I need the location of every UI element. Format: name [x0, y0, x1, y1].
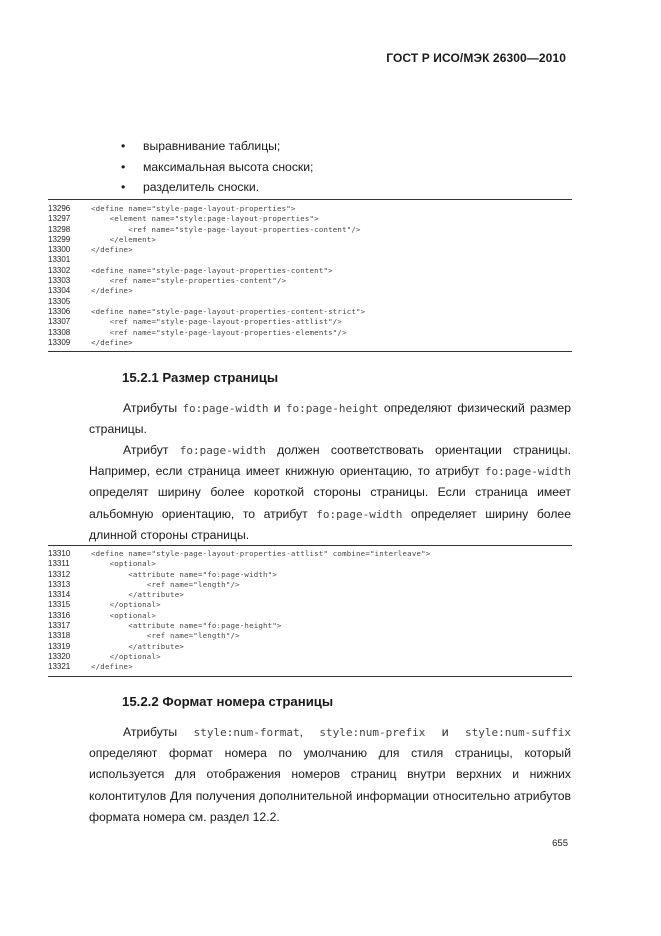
code-line	[48, 328, 572, 338]
code-line	[48, 255, 572, 265]
code-line	[48, 245, 572, 255]
section-heading: 15.2.1 Размер страницы	[122, 370, 279, 385]
line-number: 13316	[48, 610, 71, 620]
code-text: <define name="style-page-layout-properties-content-strict">	[91, 306, 366, 316]
code-term: fo:page-height	[285, 402, 379, 415]
bullet-text: разделитель сноски.	[143, 180, 260, 194]
code-line	[48, 214, 572, 224]
code-block	[48, 545, 572, 677]
code-line	[48, 204, 572, 214]
code-line	[48, 559, 572, 569]
line-number: 13319	[48, 641, 71, 651]
bullet-text: максимальная высота сноски;	[143, 159, 314, 174]
code-term: fo:page-width	[484, 465, 571, 479]
page-number: 655	[552, 838, 568, 849]
code-text: <ref name="style-page-layout-properties-content"/>	[91, 224, 361, 234]
code-text: <optional>	[91, 610, 157, 620]
code-text: <attribute name="fo:page-height">	[91, 621, 282, 631]
paragraph	[89, 398, 571, 440]
code-text: </attribute>	[91, 641, 184, 651]
code-text: <element name="style:page-layout-properties">	[91, 214, 319, 224]
line-number: 13321	[48, 662, 71, 672]
code-text: </define>	[91, 286, 133, 296]
code-line	[48, 317, 572, 327]
text-run: Атрибуты	[123, 401, 183, 415]
bullet-item: • выравнивание таблицы;	[121, 139, 281, 153]
code-line	[48, 600, 572, 610]
section-heading: 15.2.2 Формат номера страницы	[122, 694, 334, 709]
text-run: определяют физический размер страницы.	[89, 401, 571, 437]
code-text: </element>	[91, 234, 157, 244]
code-term: style:num-format	[193, 726, 300, 739]
code-term: style:num-prefix	[319, 726, 426, 739]
line-number: 13310	[48, 549, 71, 558]
code-text: <define name="style-page-layout-properties-content">	[91, 265, 333, 275]
text-run: Атрибуты	[123, 725, 194, 739]
text-run: определяет ширину более длинной стороны страницы.	[89, 506, 571, 542]
code-line	[48, 662, 572, 672]
code-text: <optional>	[91, 559, 157, 569]
code-line	[48, 235, 572, 245]
code-line	[48, 338, 572, 348]
code-line	[48, 307, 572, 317]
code-line	[48, 652, 572, 662]
line-number: 13304	[48, 286, 71, 296]
line-number: 13297	[48, 214, 71, 224]
line-number: 13298	[48, 224, 71, 234]
code-term: fo:page-width	[179, 444, 266, 457]
code-line	[48, 570, 572, 580]
text-run: определяют формат номера по умолчанию для стиля страницы, который используется для отображения номеров страниц внутри верхних и нижних колонтитулов Для получения дополнительной информации относительно атрибутов формата номера см. раздел 12.2.	[89, 746, 571, 824]
code-line	[48, 621, 572, 631]
code-line	[48, 549, 572, 559]
line-number: 13305	[48, 296, 71, 306]
code-line	[48, 266, 572, 276]
line-number: 13317	[48, 621, 71, 631]
bullet-list	[118, 138, 313, 200]
code-line	[48, 225, 572, 235]
code-text: <ref name="style-properties-content"/>	[91, 276, 287, 286]
line-number: 13299	[48, 234, 71, 244]
code-text: <ref name="style-page-layout-properties-attlist"/>	[91, 317, 343, 327]
line-number: 13312	[48, 569, 71, 579]
code-text: <define name="style-page-layout-properties-attlist" combine="interleave">	[91, 549, 431, 558]
line-number: 13320	[48, 651, 71, 661]
paragraph	[89, 722, 571, 828]
bullet-text: выравнивание таблицы;	[143, 139, 281, 153]
code-line	[48, 286, 572, 296]
code-line	[48, 631, 572, 641]
code-text: </define>	[91, 662, 133, 672]
text-run: и	[425, 725, 466, 739]
code-term: fo:page-width	[182, 402, 269, 415]
code-term: fo:page-width	[316, 507, 403, 521]
bullet-item: • максимальная высота сноски;	[121, 159, 314, 174]
line-number: 13318	[48, 631, 71, 641]
line-number: 13302	[48, 265, 71, 275]
line-number: 13303	[48, 276, 71, 286]
text-run: определят ширину более короткой стороны страницы. Если страница имеет альбомную ориентацию, то атрибут	[89, 485, 571, 521]
code-text: <ref name="length"/>	[91, 579, 240, 589]
line-number: 13296	[48, 204, 71, 213]
line-number: 13306	[48, 306, 71, 316]
line-number: 13309	[48, 337, 71, 347]
code-line	[48, 297, 572, 307]
code-line	[48, 642, 572, 652]
line-number: 13308	[48, 327, 71, 337]
code-line	[48, 580, 572, 590]
line-number: 13300	[48, 245, 71, 255]
code-text: </define>	[91, 337, 133, 347]
line-number: 13301	[48, 255, 71, 265]
code-text: <ref name="length"/>	[91, 631, 240, 641]
code-text: </define>	[91, 245, 133, 255]
line-number: 13311	[48, 559, 70, 569]
line-number: 13307	[48, 317, 71, 327]
text-run: ,	[299, 725, 320, 739]
code-term: style:num-suffix	[465, 726, 571, 739]
code-text: <define name="style-page-layout-properties">	[91, 204, 296, 213]
text-run: должен соответствовать ориентации страницы. Например, если страница имеет книжную ориентацию, то атрибут	[89, 443, 571, 479]
line-number: 13315	[48, 600, 71, 610]
line-number: 13314	[48, 590, 71, 600]
code-text: <attribute name="fo:page-width">	[91, 569, 277, 579]
code-text: </optional>	[91, 600, 161, 610]
paragraph	[89, 440, 571, 546]
text-run: Атрибут	[123, 443, 180, 457]
code-line	[48, 276, 572, 286]
text-run: и	[268, 401, 286, 415]
line-number: 13313	[48, 579, 71, 589]
code-line	[48, 590, 572, 600]
code-text: <ref name="style-page-layout-properties-elements"/>	[91, 327, 347, 337]
code-text: </optional>	[91, 651, 161, 661]
bullet-item: • разделитель сноски.	[121, 180, 260, 194]
code-block	[48, 199, 572, 352]
code-text: </attribute>	[91, 590, 184, 600]
document-header: ГОСТ Р ИСО/МЭК 26300—2010	[386, 51, 566, 65]
code-line	[48, 611, 572, 621]
